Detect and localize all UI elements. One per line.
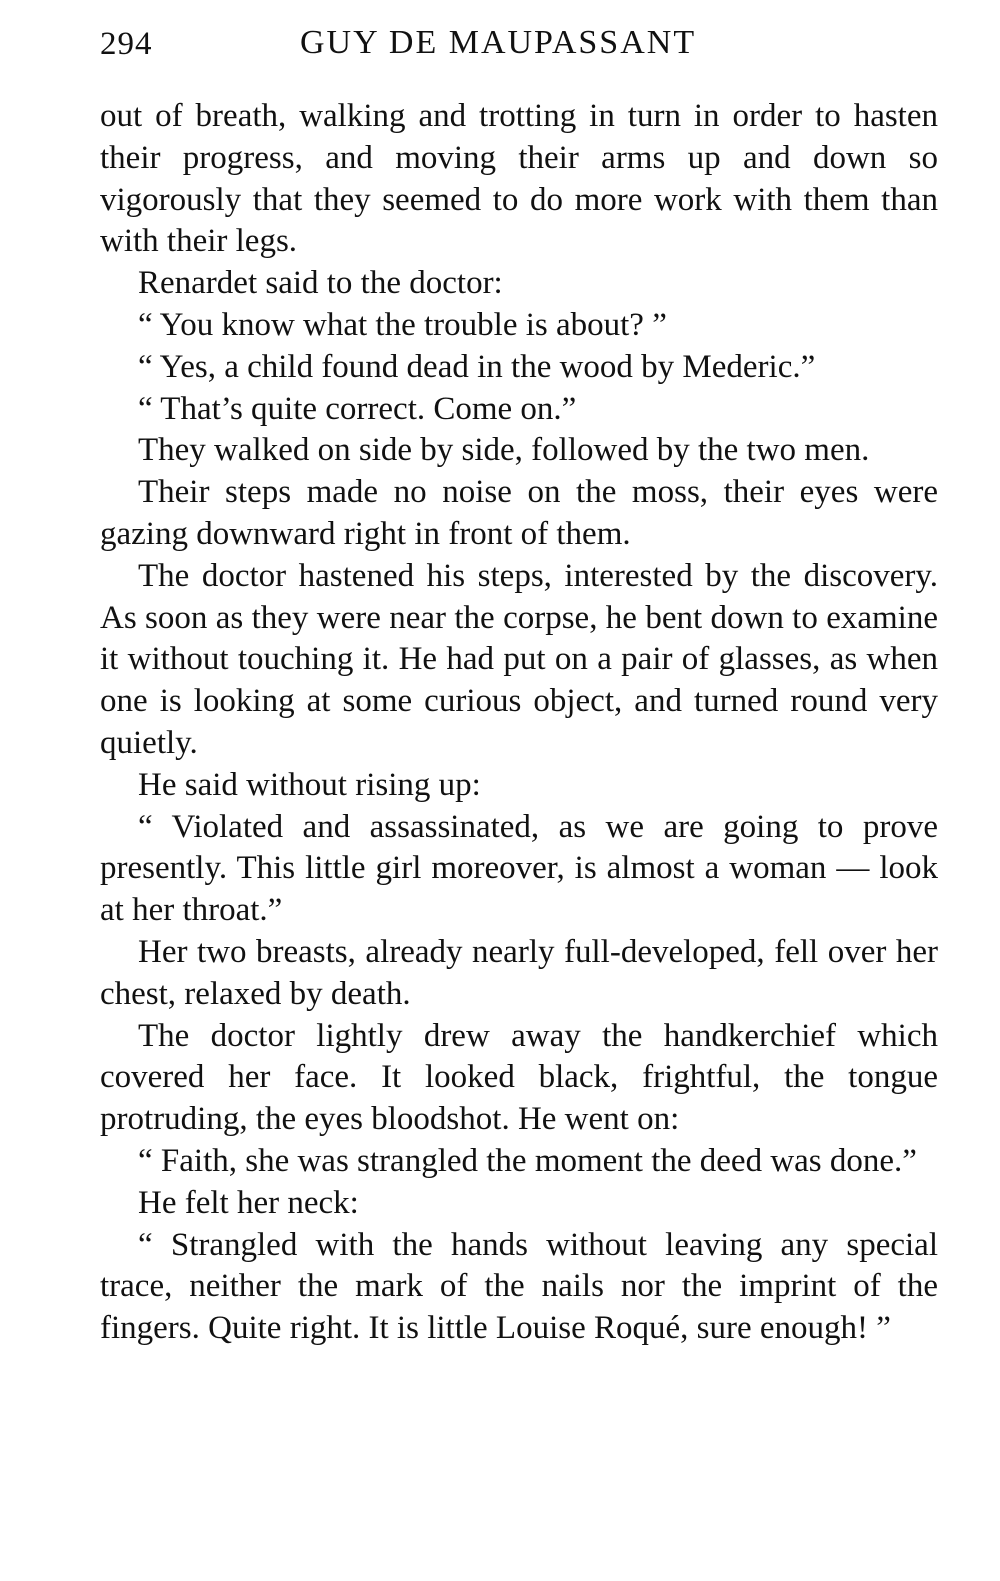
paragraph: He said without rising up: — [138, 766, 481, 803]
body-text — [100, 96, 938, 1350]
running-head: GUY DE MAUPASSANT — [300, 24, 697, 61]
paragraph: The doctor hastened his steps, interested by the discovery. As soon as they were near the corpse, he bent down to examine it without touching it. He had put on a pair of glasses, as when one is looking at some curious object, and turned round very quietly. — [100, 557, 938, 761]
paragraph: Her two breasts, already nearly full-developed, fell over her chest, relaxed by death. — [100, 933, 938, 1012]
page-header — [100, 24, 938, 80]
paragraph: “ That’s quite correct. Come on.” — [138, 390, 577, 427]
paragraph: Their steps made no noise on the moss, their eyes were gazing downward right in front of them. — [100, 474, 938, 552]
paragraph: out of breath, walking and trotting in turn in order to hasten their progress, and moving their arms up and down so vigorously that they seemed to do more work with them than with their legs. — [100, 98, 938, 260]
paragraph: He felt her neck: — [138, 1184, 359, 1221]
paragraph: “ Yes, a child found dead in the wood by Mederic.” — [138, 348, 816, 385]
paragraph: “ Violated and assassinated, as we are going to prove presently. This little girl moreover, is almost a woman — look at her throat.” — [100, 808, 938, 929]
book-page — [100, 24, 938, 1350]
paragraph: Renardet said to the doctor: — [138, 265, 503, 302]
page-number: 294 — [100, 26, 153, 62]
paragraph: “ You know what the trouble is about? ” — [138, 306, 667, 343]
paragraph: “ Faith, she was strangled the moment the deed was done.” — [138, 1142, 917, 1179]
paragraph: They walked on side by side, followed by the two men. — [138, 432, 870, 469]
paragraph: The doctor lightly drew away the handkerchief which covered her face. It looked black, frightful, the tongue protruding, the eyes bloodshot. He went on: — [100, 1017, 938, 1138]
paragraph: “ Strangled with the hands without leaving any special trace, neither the mark of the nails nor the imprint of the fingers. Quite right. It is little Louise Roqué, sure enough! ” — [100, 1226, 938, 1347]
